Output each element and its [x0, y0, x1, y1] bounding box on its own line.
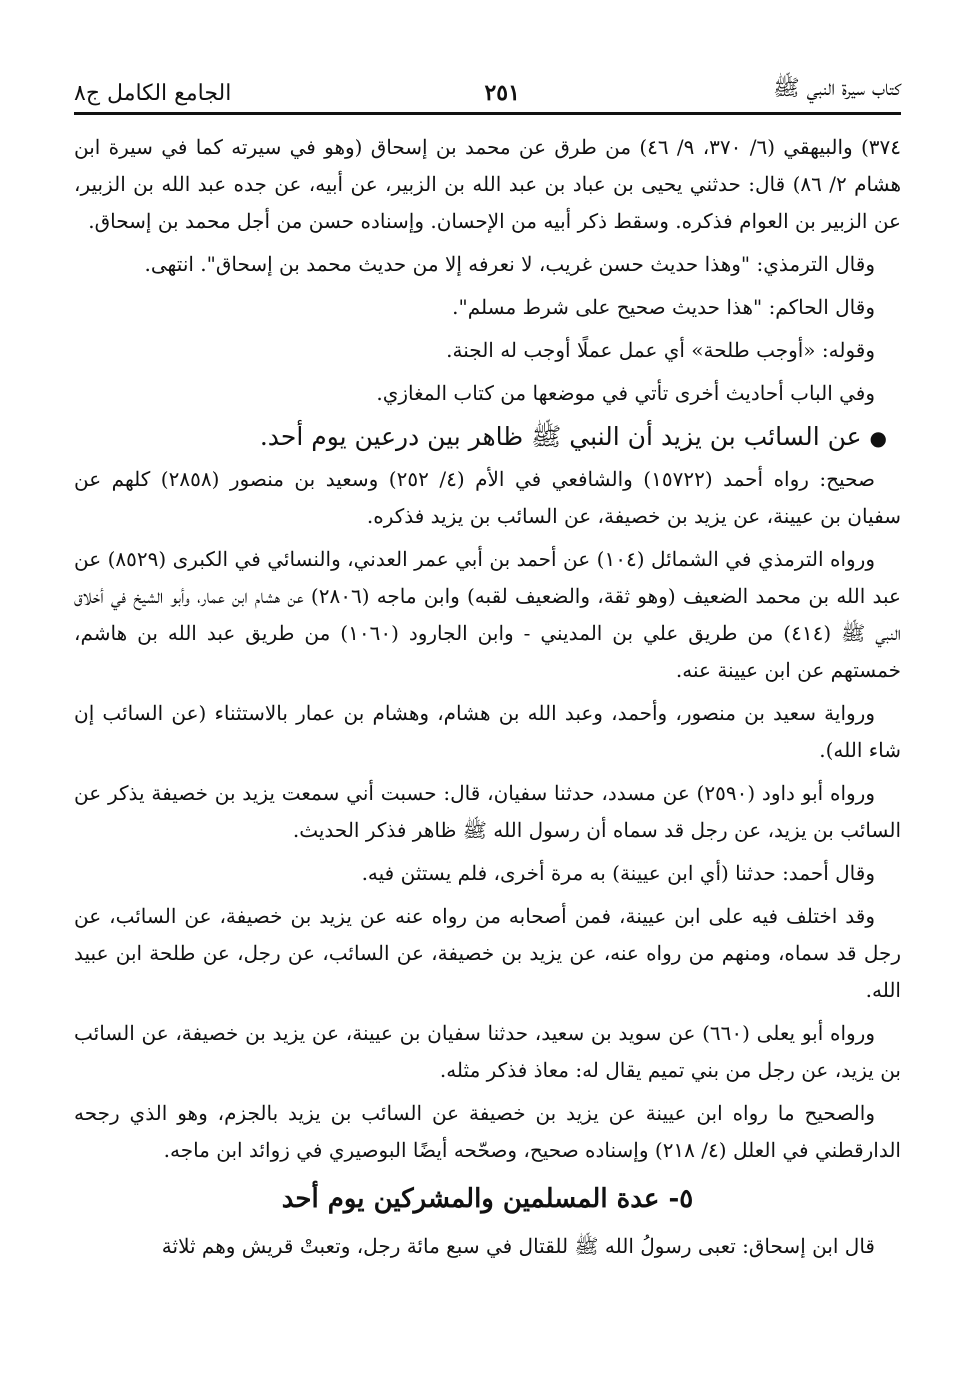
header-series-title: الجامع الكامل ج٨	[74, 81, 232, 106]
bullet-icon: ●	[869, 426, 887, 450]
paragraph: وفي الباب أحاديث أخرى تأتي في موضعها من كتاب المغازي.	[376, 381, 875, 405]
paragraph: قال ابن إسحاق: تعبى رسولُ الله ﷺ للقتال في سبع مائة رجل، وتعبتْ قريش وهم ثلاثة	[161, 1234, 875, 1258]
paragraph: ورواه أبو يعلى (٦٦٠) عن سويد بن سعيد، حدثنا سفيان بن عيينة، عن يزيد بن خصيفة، عن السائب بن يزيد، عن رجل من بني تميم يقال له: معاذ فذكر مثله.	[74, 1021, 901, 1082]
paragraph: وقال أحمد: حدثنا (أي ابن عيينة) به مرة أخرى، فلم يستثن فيه.	[361, 861, 875, 885]
paragraph: وقال الحاكم: "هذا حديث صحيح على شرط مسلم".	[452, 295, 875, 319]
paragraph: وقال الترمذي: "وهذا حديث حسن غريب، لا نعرفه إلا من حديث محمد بن إسحاق". انتهى.	[144, 252, 875, 276]
paragraph: والصحيح ما رواه ابن عيينة عن يزيد بن خصيفة عن السائب بن يزيد بالجزم، وهو الذي رجحه الدارقطني في العلل (٤/ ٢١٨) وإسناده صحيح، وصحّحه أيضًا البوصيري في زوائد ابن ماجه.	[74, 1101, 901, 1162]
paragraph: صحيح: رواه أحمد (١٥٧٢٢) والشافعي في الأم (٤/ ٢٥٢) وسعيد بن منصور (٢٨٥٨) كلهم عن سفيان بن عيينة، عن يزيد بن خصيفة، عن السائب بن يزيد فذكره.	[74, 467, 901, 528]
hadith-text	[74, 418, 901, 457]
running-header	[74, 62, 901, 106]
header-rule	[74, 112, 901, 115]
paragraph: ورواه الترمذي في الشمائل (١٠٤) عن أحمد بن أبي عمر العدني، والنسائي في الكبرى (٨٥٢٩) عن عبد الله بن محمد الضعيف (وهو ثقة، والضعيف لقبه) وابن ماجه (٢٨٠٦) عن هشام ابن عمار، وأبو الشيخ في أخلاق النبي ﷺ (٤١٤) من طريق علي بن المديني - وابن الجارود (١٠٦٠) من طريق عبد الله بن هاشم، خمستهم عن ابن عيينة عنه.	[74, 547, 901, 682]
page-number: ٢٥١	[484, 80, 520, 106]
paragraph: ورواه أبو داود (٢٥٩٠) عن مسدد، حدثنا سفيان، قال: حسبت أني سمعت يزيد بن خصيفة يذكر عن السائب بن يزيد، عن رجل قد سماه أن رسول الله ﷺ ظاهر فذكر الحديث.	[74, 781, 901, 842]
paragraph: وقد اختلف فيه على ابن عيينة، فمن أصحابه من رواه عنه عن يزيد بن خصيفة، عن السائب، عن رجل قد سماه، ومنهم من رواه عنه، عن يزيد بن خصيفة، عن السائب، عن رجل، عن طلحة ابن عبيد الله.	[74, 904, 901, 1002]
paragraph: ٣٧٤) والبيهقي (٦/ ٣٧٠، ٩/ ٤٦) من طرق عن محمد بن إسحاق (وهو في سيرته كما في سيرة ابن هشام ٢/ ٨٦) قال: حدثني يحيى بن عباد بن عبد الله بن الزبير، عن أبيه، عن جده عبد الله بن الزبير، عن الزبير بن العوام فذكره. وسقط ذكر أبيه من الإحسان. وإسناده حسن من أجل محمد بن إسحاق.	[74, 135, 901, 233]
section-heading: ٥- عدة المسلمين والمشركين يوم أحد	[281, 1184, 694, 1214]
header-book-title: كتاب سيرة النبي ﷺ	[773, 76, 901, 101]
hadith-line: عن السائب بن يزيد أن النبي ﷺ ظاهر بين درعين يوم أحد.	[259, 422, 862, 451]
paragraph: وقوله: «أوجب طلحة» أي عمل عملًا أوجب له الجنة.	[446, 338, 875, 362]
paragraph: ورواية سعيد بن منصور، وأحمد، وعبد الله بن هشام، وهشام بن عمار بالاستثناء (عن السائب إن شاء الله).	[74, 701, 901, 762]
page-body	[74, 129, 901, 1265]
